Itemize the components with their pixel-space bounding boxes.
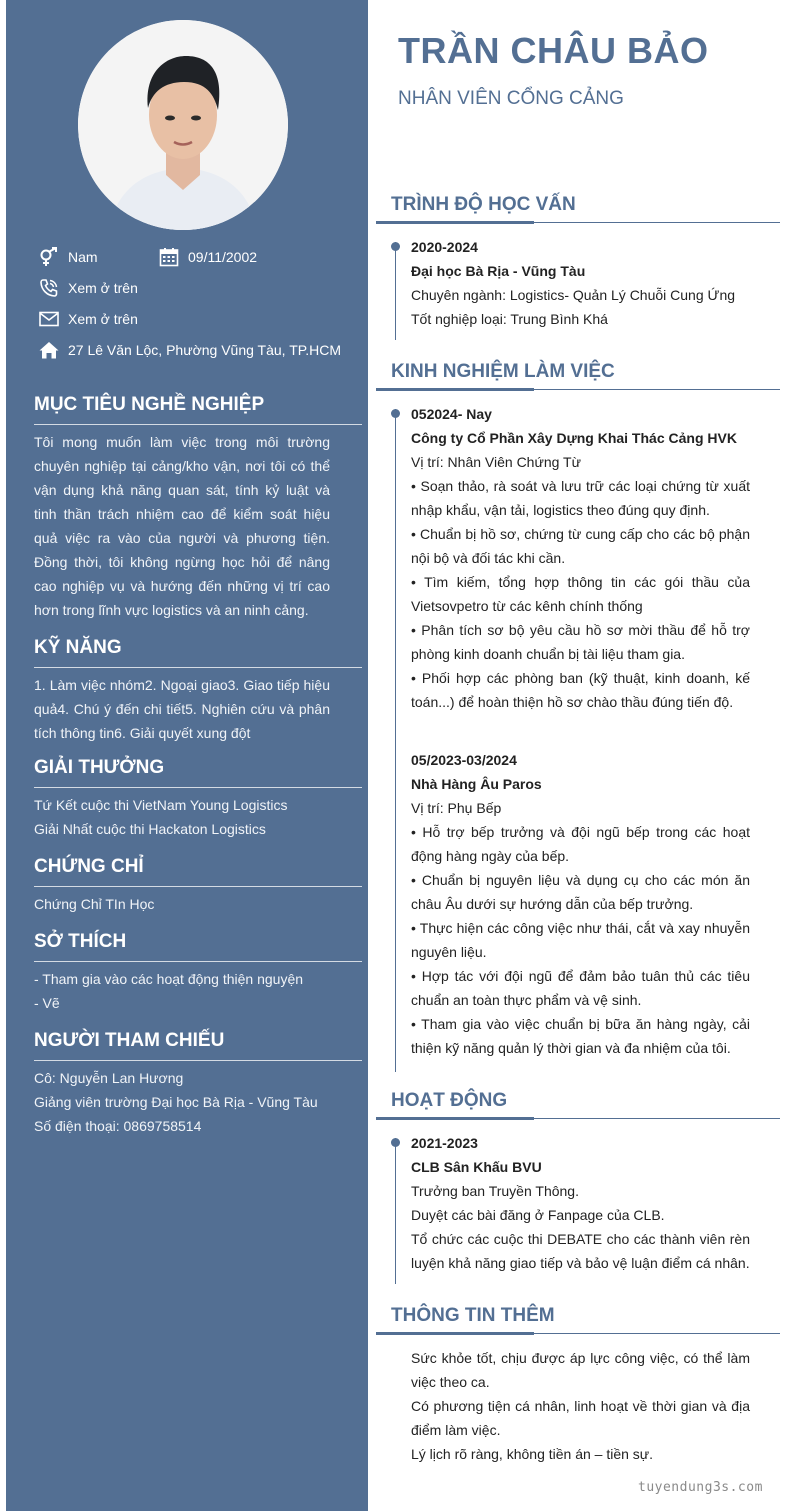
- activities-heading: HOẠT ĐỘNG: [391, 1090, 508, 1111]
- activities-divider: [376, 1118, 780, 1119]
- job-bullet: • Chuẩn bị hồ sơ, chứng từ cung cấp cho các bộ phận nội bộ và đối tác khi cần.: [411, 526, 750, 566]
- skills-heading: KỸ NĂNG: [34, 637, 122, 658]
- references-list: [34, 1066, 330, 1138]
- job-company: Công ty Cổ Phần Xây Dựng Khai Thác Cảng HVK: [411, 430, 737, 446]
- timeline-dot: [391, 409, 400, 418]
- job-bullet: • Thực hiện các công việc như thái, cắt và xay nhuyễn nguyên liệu.: [411, 920, 750, 960]
- job-bullet: • Tìm kiếm, tổng hợp thông tin các gói thầu của Vietsovpetro từ các kênh chính thống: [411, 574, 750, 614]
- objective-heading: MỤC TIÊU NGHỀ NGHIỆP: [34, 394, 265, 415]
- timeline-dot: [391, 242, 400, 251]
- education-divider: [376, 222, 780, 223]
- home-icon: [38, 340, 60, 360]
- job-bullet: • Tham gia vào việc chuẩn bị bữa ăn hàng ngày, cải thiện kỹ năng quản lý thời gian và đa nhiệm của tôi.: [411, 1016, 750, 1056]
- reference-item: Cô: Nguyễn Lan Hương: [34, 1070, 184, 1086]
- watermark: tuyendung3s.com: [638, 1480, 763, 1495]
- education-school: Đại học Bà Rịa - Vũng Tàu: [411, 263, 586, 279]
- education-line: Tốt nghiệp loại: Trung Bình Khá: [411, 311, 608, 327]
- education-period: 2020-2024: [411, 239, 478, 255]
- job-entry: [411, 402, 750, 714]
- phone-icon: [38, 278, 60, 298]
- job-period: 052024- Nay: [411, 406, 492, 422]
- education-heading: TRÌNH ĐỘ HỌC VẤN: [391, 194, 576, 215]
- address-value: 27 Lê Văn Lộc, Phường Vũng Tàu, TP.HCM: [68, 342, 342, 358]
- candidate-name: TRẦN CHÂU BẢO: [398, 30, 709, 71]
- gender-value: Nam: [68, 249, 98, 265]
- award-item: Tứ Kết cuộc thi VietNam Young Logistics: [34, 797, 288, 813]
- hobby-item: - Vẽ: [34, 995, 60, 1011]
- candidate-title: NHÂN VIÊN CỔNG CẢNG: [398, 88, 624, 109]
- award-item: Giải Nhất cuộc thi Hackaton Logistics: [34, 821, 266, 837]
- profile-photo: [78, 20, 288, 230]
- phone-row: [38, 278, 138, 298]
- additional-line: Sức khỏe tốt, chịu được áp lực công việc, có thể làm việc theo ca.: [411, 1350, 750, 1390]
- additional-line: Có phương tiện cá nhân, linh hoạt về thời gian và địa điểm làm việc.: [411, 1398, 750, 1438]
- certificates-divider: [34, 886, 362, 887]
- dob-value: 09/11/2002: [188, 249, 258, 265]
- email-row: [38, 309, 138, 329]
- awards-list: [34, 793, 330, 841]
- job-bullet: • Hợp tác với đội ngũ để đảm bảo tuân thủ các tiêu chuẩn an toàn thực phẩm và vệ sinh.: [411, 968, 750, 1008]
- experience-timeline: [395, 409, 396, 1072]
- job-bullet: • Chuẩn bị nguyên liệu và dụng cụ cho các món ăn châu Âu dưới sự hướng dẫn của bếp trưởng.: [411, 872, 750, 912]
- job-company: Nhà Hàng Âu Paros: [411, 776, 542, 792]
- objective-text: Tôi mong muốn làm việc trong môi trường chuyên nghiệp tại cảng/kho vận, nơi tôi có thể vận dụng khả năng quan sát, tính kỷ luật và tinh thần trách nhiệm cao để kiểm soát hiệu quả việc ra vào của người và phương tiện. Đồng thời, tôi không ngừng học hỏi để nâng cao nghiệp vụ và hướng đến những vị trí cao hơn trong lĩnh vực logistics và an ninh cảng.: [34, 434, 330, 618]
- experience-heading: KINH NGHIỆM LÀM VIỆC: [391, 361, 615, 382]
- job-position: Vị trí: Nhân Viên Chứng Từ: [411, 454, 581, 470]
- activity-line: Tổ chức các cuộc thi DEBATE cho các thành viên rèn luyện khả năng giao tiếp và bảo vệ luận điểm cá nhân.: [411, 1231, 750, 1271]
- email-value: Xem ở trên: [68, 311, 138, 327]
- job-bullet: • Phối hợp các phòng ban (kỹ thuật, kinh doanh, kế toán...) để hoàn thiện hồ sơ chào thầu đúng tiến độ.: [411, 670, 750, 710]
- objective-divider: [34, 424, 362, 425]
- address-row: [38, 340, 341, 360]
- education-entry: [411, 235, 750, 331]
- activity-period: 2021-2023: [411, 1135, 478, 1151]
- additional-line: Lý lịch rõ ràng, không tiền án – tiền sự.: [411, 1446, 654, 1462]
- job-period: 05/2023-03/2024: [411, 752, 517, 768]
- activity-org: CLB Sân Khấu BVU: [411, 1159, 542, 1175]
- dob-row: [158, 247, 257, 267]
- additional-entry: [411, 1346, 750, 1466]
- job-bullet: • Soạn thảo, rà soát và lưu trữ các loại chứng từ xuất nhập khẩu, vận tải, logistics theo đúng quy định.: [411, 478, 750, 518]
- reference-item: Giảng viên trường Đại học Bà Rịa - Vũng Tàu: [34, 1094, 318, 1110]
- skills-text: 1. Làm việc nhóm2. Ngoại giao3. Giao tiếp hiệu quả4. Chú ý đến chi tiết5. Nghiên cứu và phân tích thông tin6. Giải quyết xung đột: [34, 677, 330, 741]
- gender-row: [38, 247, 98, 267]
- email-icon: [38, 309, 60, 329]
- awards-heading: GIẢI THƯỞNG: [34, 757, 165, 778]
- timeline-dot: [391, 1138, 400, 1147]
- gender-icon: [38, 247, 60, 267]
- certificates-list: [34, 892, 330, 916]
- job-bullet: • Phân tích sơ bộ yêu cầu hồ sơ mời thầu để hỗ trợ phòng kinh doanh chuẩn bị tài liệu tham gia.: [411, 622, 750, 662]
- skills-divider: [34, 667, 362, 668]
- additional-divider: [376, 1333, 780, 1334]
- activity-line: Trưởng ban Truyền Thông.: [411, 1183, 579, 1199]
- hobbies-divider: [34, 961, 362, 962]
- certificates-heading: CHỨNG CHỈ: [34, 856, 144, 877]
- hobbies-heading: SỞ THÍCH: [34, 931, 127, 952]
- reference-item: Số điện thoại: 0869758514: [34, 1118, 202, 1134]
- education-line: Chuyên ngành: Logistics- Quản Lý Chuỗi Cung Ứng: [411, 287, 736, 303]
- additional-heading: THÔNG TIN THÊM: [391, 1305, 555, 1326]
- hobbies-list: [34, 967, 330, 1015]
- job-entry: [411, 748, 750, 1060]
- hobby-item: - Tham gia vào các hoạt động thiện nguyện: [34, 971, 304, 987]
- references-divider: [34, 1060, 362, 1061]
- activities-timeline: [395, 1138, 396, 1284]
- activity-line: Duyệt các bài đăng ở Fanpage của CLB.: [411, 1207, 665, 1223]
- certificate-item: Chứng Chỉ TIn Học: [34, 896, 155, 912]
- references-heading: NGƯỜI THAM CHIẾU: [34, 1030, 225, 1051]
- phone-value: Xem ở trên: [68, 280, 138, 296]
- activity-entry: [411, 1131, 750, 1275]
- education-timeline: [395, 242, 396, 340]
- experience-divider: [376, 389, 780, 390]
- calendar-icon: [158, 247, 180, 267]
- awards-divider: [34, 787, 362, 788]
- job-position: Vị trí: Phụ Bếp: [411, 800, 502, 816]
- job-bullet: • Hỗ trợ bếp trưởng và đội ngũ bếp trong các hoạt động hàng ngày của bếp.: [411, 824, 750, 864]
